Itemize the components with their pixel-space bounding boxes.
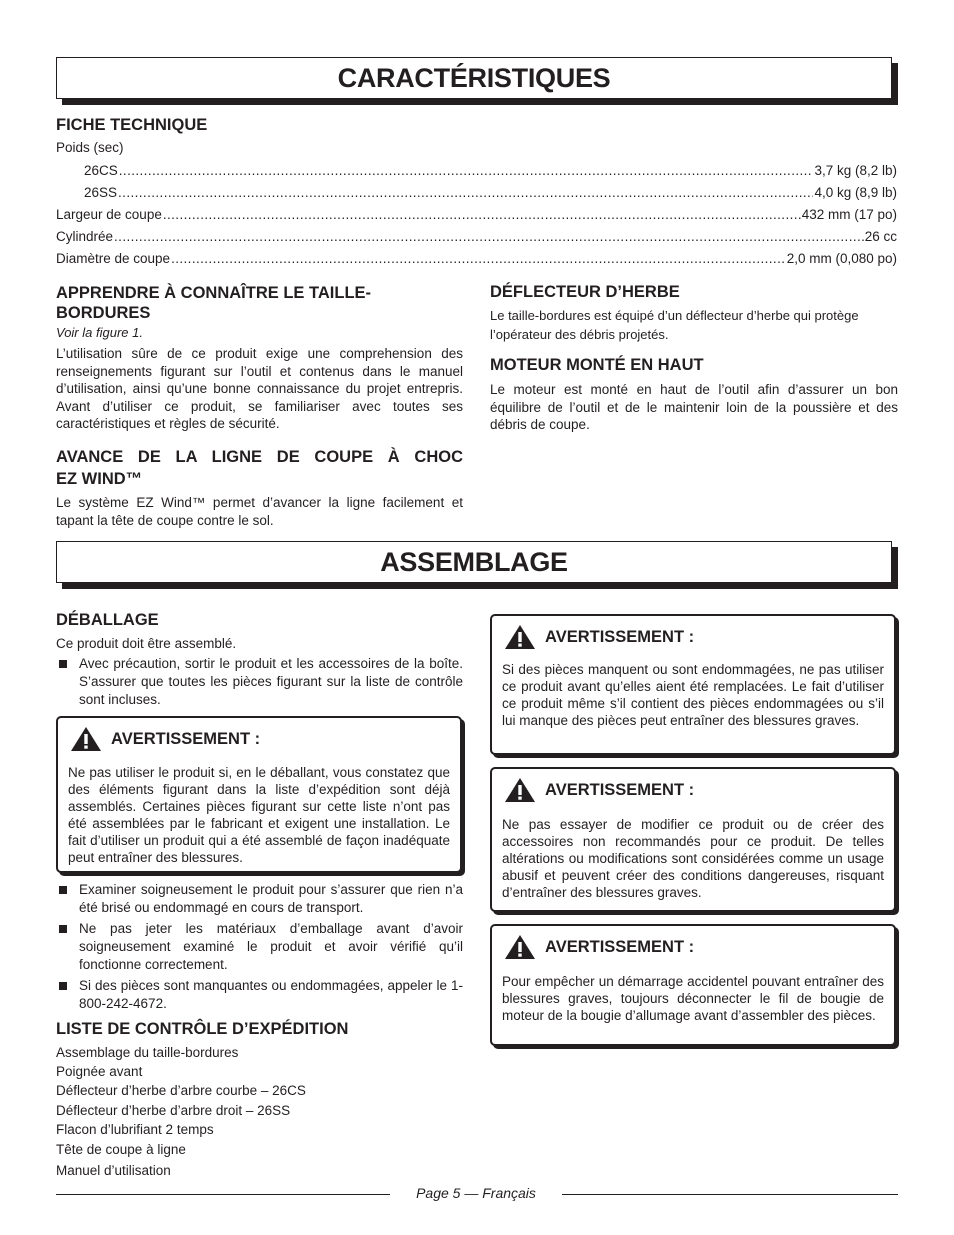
spec-leader xyxy=(163,206,801,223)
apprendre-heading-line1: APPRENDRE À CONNAÎTRE LE TAILLE- xyxy=(56,284,372,302)
list-item: Assemblage du taille-bordures xyxy=(56,1045,239,1060)
warning-title: AVERTISSEMENT : xyxy=(545,937,695,956)
spec-label: Diamètre de coupe xyxy=(56,251,171,266)
list-item xyxy=(56,920,463,974)
footer-rule-left xyxy=(56,1194,390,1195)
spec-leader xyxy=(118,184,813,201)
spec-label: Cylindrée xyxy=(56,229,114,244)
warning-triangle-icon xyxy=(504,934,536,960)
spec-leader xyxy=(114,228,864,245)
warning-title: AVERTISSEMENT : xyxy=(545,627,695,646)
footer-rule-right xyxy=(562,1194,898,1195)
apprendre-heading-line2: BORDURES xyxy=(56,304,151,322)
deballage-intro: Ce produit doit être assemblé. xyxy=(56,636,237,651)
spec-leader xyxy=(171,250,786,267)
warning-box-spark-plug xyxy=(490,924,896,1046)
avance-heading-line2: EZ WIND™ xyxy=(56,470,143,488)
apprendre-figure-ref: Voir la figure 1. xyxy=(56,325,143,340)
warning-text: Pour empêcher un démarrage accidentel pouvant entraîner des blessures graves, toujours déconnecter le fil de bougie de moteur de la bougie d’allumage avant d’assembler des pièces. xyxy=(502,974,884,1023)
bullet-text: Ne pas jeter les matériaux d’emballage avant d’avoir soigneusement examiné le produit et avoir vérifié qu’il fonctionne correctement. xyxy=(79,921,463,972)
spec-value: 2,0 mm (0,080 po) xyxy=(786,251,897,266)
spec-value: 26 cc xyxy=(864,229,897,244)
warning-box-missing-parts xyxy=(490,614,896,755)
list-item xyxy=(56,977,463,1013)
list-item: Poignée avant xyxy=(56,1064,143,1079)
warning-box-deballage xyxy=(56,716,462,873)
spec-row-26cs xyxy=(84,162,897,179)
caracteristiques-title: CARACTÉRISTIQUES xyxy=(337,62,611,93)
list-item: Flacon d’lubrifiant 2 temps xyxy=(56,1122,214,1137)
spec-label: Largeur de coupe xyxy=(56,207,162,222)
spec-label: 26CS xyxy=(84,163,118,178)
warning-text: Ne pas essayer de modifier ce produit ou de créer des accessoires non recommandés pour ce produit. De telles altérations ou modifications sont considérées comme un usage abusif et peuvent créer des conditions dangereuses, risquant d’entraîner des blessures graves. xyxy=(502,817,884,900)
warning-triangle-icon xyxy=(504,624,536,650)
spec-value: 432 mm (17 po) xyxy=(801,207,897,222)
bullet-square-icon xyxy=(59,982,67,990)
assemblage-banner xyxy=(56,541,892,583)
bullet-text: Examiner soigneusement le produit pour s’assurer que rien n’a été brisé ou endommagé en cours de transport. xyxy=(79,882,463,915)
list-item: Déflecteur d’herbe d’arbre droit – 26SS xyxy=(56,1103,291,1118)
warning-title: AVERTISSEMENT : xyxy=(111,729,261,748)
spec-leader xyxy=(119,162,814,179)
list-item: Tête de coupe à ligne xyxy=(56,1142,186,1157)
warning-header xyxy=(504,777,694,803)
bullet-square-icon xyxy=(59,660,67,668)
deballage-heading: DÉBALLAGE xyxy=(56,611,159,629)
spec-row-largeur xyxy=(56,206,897,223)
warning-header xyxy=(70,726,260,752)
bullet-square-icon xyxy=(59,886,67,894)
warning-header xyxy=(504,934,694,960)
moteur-heading: MOTEUR MONTÉ EN HAUT xyxy=(490,356,704,374)
spec-label: 26SS xyxy=(84,185,118,200)
moteur-text: Le moteur est monté en haut de l’outil afin d’assurer un bon équilibre de l’outil et de le maintenir loin de la poussière et des débris de coupe. xyxy=(490,382,898,432)
page-number: Page 5 — Français xyxy=(416,1185,536,1201)
spec-row-26ss xyxy=(84,184,897,201)
spec-row-cylindree xyxy=(56,228,897,245)
poids-label: Poids (sec) xyxy=(56,140,124,155)
bullet-text: Si des pièces sont manquantes ou endommagées, appeler le 1-800-242-4672. xyxy=(79,978,463,1011)
caracteristiques-banner xyxy=(56,57,892,99)
spec-row-diametre xyxy=(56,250,897,267)
deflecteur-heading: DÉFLECTEUR D’HERBE xyxy=(490,283,680,301)
avance-text: Le système EZ Wind™ permet d’avancer la ligne facilement et tapant la tête de coupe contre le sol. xyxy=(56,495,463,528)
spec-value: 4,0 kg (8,9 lb) xyxy=(814,185,897,200)
bullet-square-icon xyxy=(59,925,67,933)
warning-header xyxy=(504,624,694,650)
list-item: Manuel d’utilisation xyxy=(56,1163,171,1178)
warning-title: AVERTISSEMENT : xyxy=(545,780,695,799)
warning-box-modification xyxy=(490,767,896,912)
list-item: Déflecteur d’herbe d’arbre courbe – 26CS xyxy=(56,1083,306,1098)
assemblage-title: ASSEMBLAGE xyxy=(380,546,568,577)
spec-value: 3,7 kg (8,2 lb) xyxy=(814,163,897,178)
warning-triangle-icon xyxy=(504,777,536,803)
avance-heading-line1: AVANCE DE LA LIGNE DE COUPE À CHOC xyxy=(56,448,463,466)
warning-text: Ne pas utiliser le produit si, en le déballant, vous constatez que des éléments figurant dans la liste d’expédition sont déjà assemblés. Certaines pièces figurant sur cette liste n’ont pas été assemblées par le fabricant et exigent une installation. Le fait d’utiliser un produit qui a été assemblé de façon inadéquate peut entraîner des blessures. xyxy=(68,765,450,865)
apprendre-text: L’utilisation sûre de ce produit exige une comprehension des renseignements figurant sur l’outil et contenus dans le manuel d’utilisation, ainsi qu’une bonne connaissance du projet entrepris. Avant d’utiliser ce produit, se familiariser avec toutes ses caractéristiques et règles de sécurité. xyxy=(56,346,463,431)
list-item xyxy=(56,655,463,709)
deflecteur-text: Le taille-bordures est équipé d’un déflecteur d’herbe qui protège l’opérateur des débris projetés. xyxy=(490,308,859,342)
warning-text: Si des pièces manquent ou sont endommagées, ne pas utiliser ce produit avant qu’elles aient été remplacées. Le fait d’utiliser ce produit même s’il contient des pièces endommagées ou s’il lui manque des pièces peut entraîner des blessures graves. xyxy=(502,662,884,728)
liste-heading: LISTE DE CONTRÔLE D’EXPÉDITION xyxy=(56,1020,349,1038)
bullet-text: Avec précaution, sortir le produit et les accessoires de la boîte. S’assurer que toutes les pièces figurant sur la liste de contrôle sont incluses. xyxy=(79,656,463,707)
fiche-technique-heading: FICHE TECHNIQUE xyxy=(56,116,208,134)
warning-triangle-icon xyxy=(70,726,102,752)
list-item xyxy=(56,881,463,917)
